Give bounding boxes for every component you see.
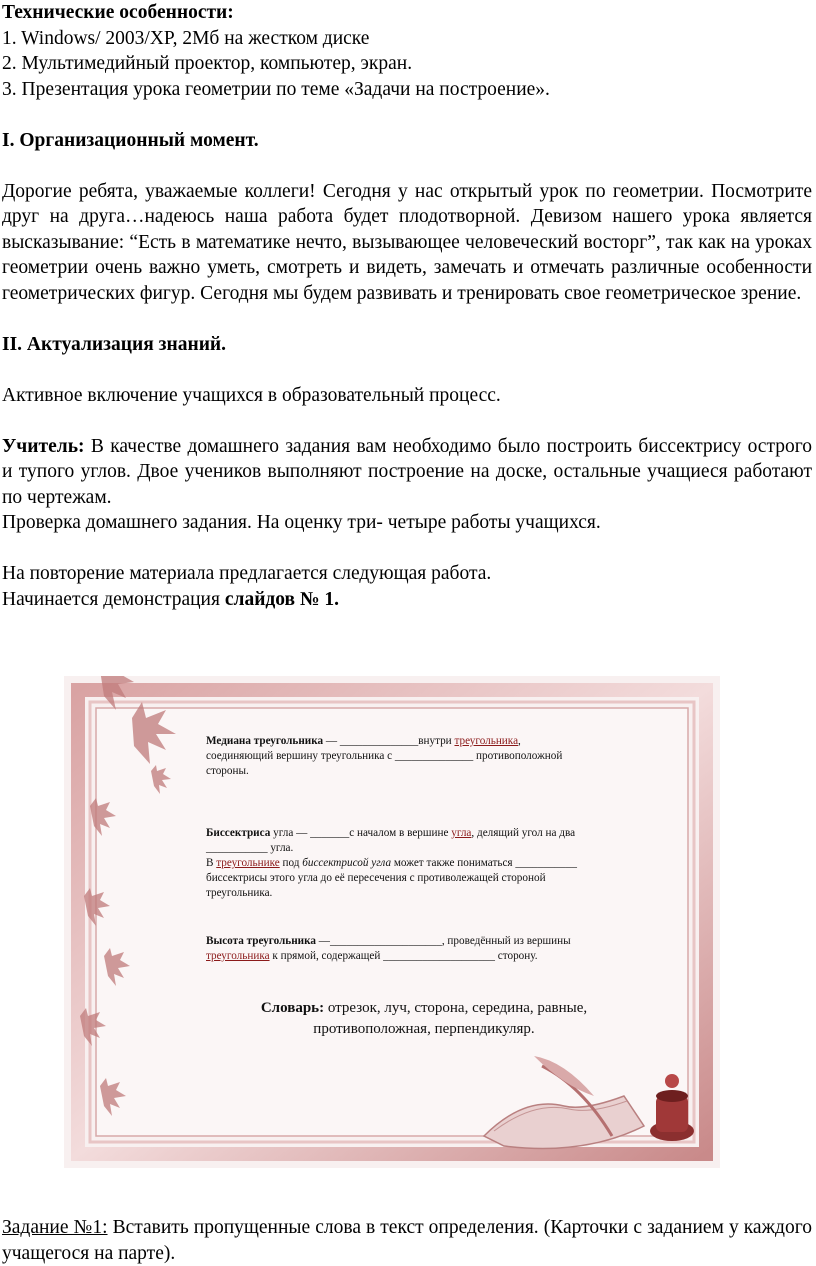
demo-text: Начинается демонстрация слайдов № 1.: [2, 588, 340, 610]
section1-text: Дорогие ребята, уважаемые коллеги! Сегодня у нас открытый урок по геометрии. Посмотрите друг на друга…надеюсь наша работа будет плодотворной. Девизом нашего урока является высказывание: “Есть в математике нечто, вызывающее человеческий восторг”, так как на уроках геометрии очень важно уметь, смотреть и видеть, замечать и отмечать различные особенности геометрических фигур. Сегодня мы будем развивать и тренировать свое геометрическое зрение.: [2, 180, 812, 304]
altitude-term: Высота треугольника: [206, 935, 316, 947]
teacher-label: Учитель:: [2, 435, 85, 457]
vocab-label: Словарь:: [260, 1000, 325, 1016]
demo-slide-ref: слайдов № 1.: [224, 588, 340, 610]
task-text: Вставить пропущенные слова в текст определения. (Карточки с заданием у каждого учащегося на парте).: [2, 1217, 812, 1264]
task-paragraph: [2, 1215, 812, 1266]
teacher-text: В качестве домашнего задания вам необходимо было построить биссектрису острого и тупого углов. Двое учеников выполняют построение на доске, остальные учащиеся работают по чертежам.: [2, 435, 812, 508]
tech-item-2: 2. Мультимедийный проектор, компьютер, экран.: [2, 53, 413, 74]
homework-check: Проверка домашнего задания. На оценку три- четыре работы учащихся.: [2, 512, 601, 533]
median-term: Медиана треугольника: [206, 735, 324, 747]
bisector-term: Биссектриса: [206, 827, 271, 839]
slide-image: [64, 676, 720, 1168]
document: [2, 0, 812, 612]
section1-heading: I. Организационный момент.: [2, 129, 259, 151]
link-triangle-2[interactable]: треугольнике: [216, 857, 280, 869]
section2-intro: Активное включение учащихся в образовательный процесс.: [2, 384, 501, 406]
tech-item-1: 1. Windows/ 2003/XP, 2Мб на жестком диске: [2, 27, 370, 49]
link-triangle[interactable]: треугольника: [454, 735, 519, 747]
tech-heading: Технические особенности:: [2, 2, 234, 23]
altitude-definition: Высота треугольника —____________________, проведённый из вершины треугольника к прямой, содержащей ____________________ сторону.: [206, 935, 571, 962]
task-label: Задание №1:: [2, 1217, 108, 1238]
teacher-paragraph: [2, 434, 812, 511]
section2-heading: II. Актуализация знаний.: [2, 333, 227, 355]
median-definition: Медиана треугольника — ______________внутри треугольника, соединяющий вершину треугольника с ______________ противоположной стороны.: [206, 735, 563, 777]
link-angle[interactable]: угла: [451, 827, 472, 839]
bisector-definition: Биссектриса угла — _______с началом в вершине угла, делящий угол на два ___________ угла. В треугольнике под биссектрисой угла может также пониматься ___________ биссектрисы этого угла до её пересечения с противолежащей стороной треугольника.: [206, 827, 577, 899]
link-triangle-3[interactable]: треугольника: [206, 950, 270, 962]
repeat-text: На повторение материала предлагается следующая работа.: [2, 563, 492, 584]
vocabulary: Словарь: отрезок, луч, сторона, середина, равные, противоположная, перпендикуляр.: [260, 1000, 588, 1037]
tech-item-3: 3. Презентация урока геометрии по теме «Задачи на построение».: [2, 78, 550, 100]
